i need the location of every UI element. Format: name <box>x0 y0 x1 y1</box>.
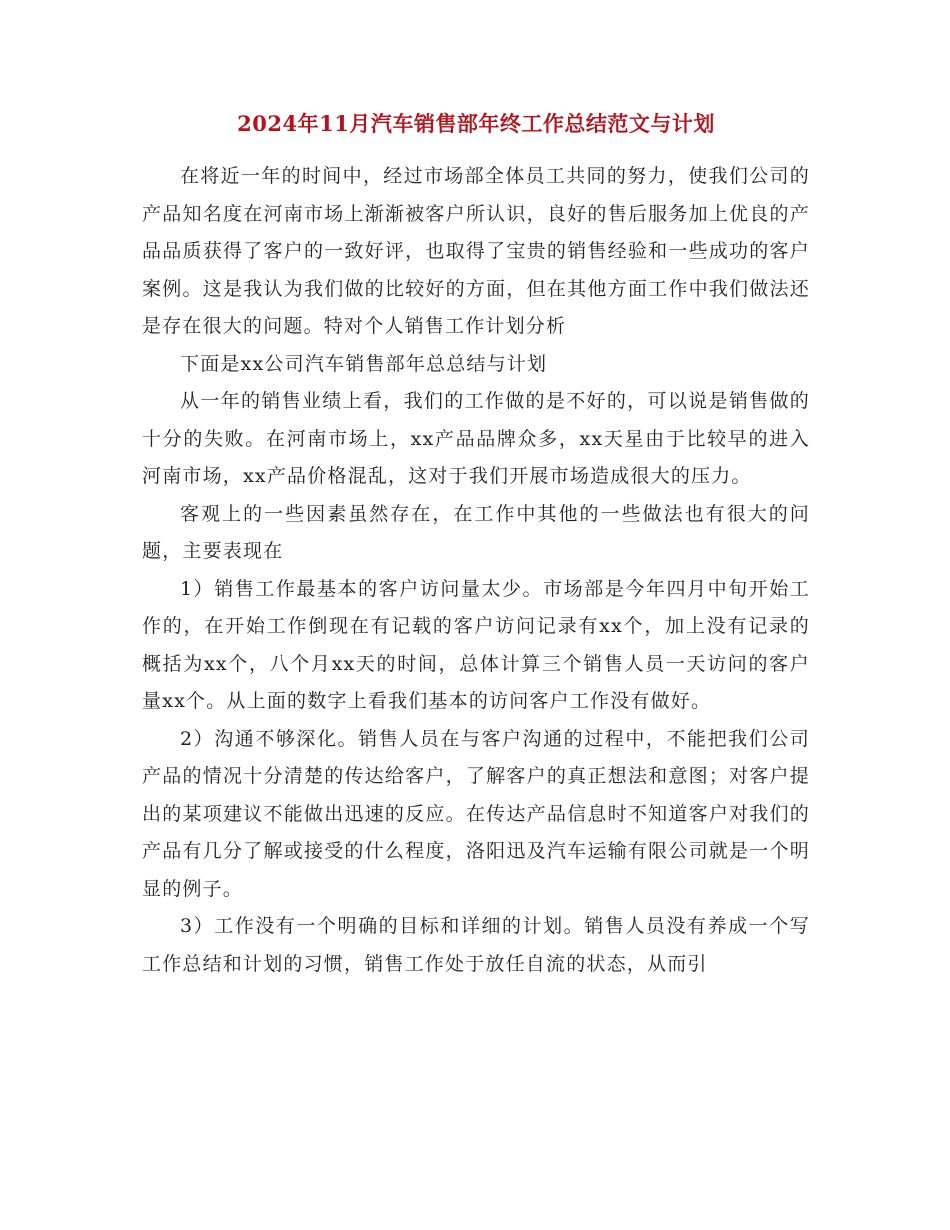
paragraph-problems-intro: 客观上的一些因素虽然存在，在工作中其他的一些做法也有很大的问题，主要表现在 <box>142 502 810 562</box>
document-title: 2024年11月汽车销售部年终工作总结范文与计划 <box>237 111 715 136</box>
paragraph-intro: 在将近一年的时间中，经过市场部全体员工共同的努力，使我们公司的产品知名度在河南市场上渐渐被客户所认识，良好的售后服务加上优良的产品品质获得了客户的一致好评，也取得了宝贵的销售经验和一些成功的客户案例。这是我认为我们做的比较好的方面，但在其他方面工作中我们做法还是存在很大的问题。特对个人销售工作计划分析 <box>142 165 810 337</box>
paragraph-subheading: 下面是xx公司汽车销售部年总总结与计划 <box>180 352 548 375</box>
paragraph-sales-performance: 从一年的销售业绩上看，我们的工作做的是不好的，可以说是销售做的十分的失败。在河南市场上，xx产品品牌众多，xx天星由于比较早的进入河南市场，xx产品价格混乱，这对于我们开展市场造成很大的压力。 <box>142 390 810 487</box>
paragraph-point-2: 2）沟通不够深化。销售人员在与客户沟通的过程中，不能把我们公司产品的情况十分清楚的传达给客户，了解客户的真正想法和意图；对客户提出的某项建议不能做出迅速的反应。在传达产品信息时不知道客户对我们的产品有几分了解或接受的什么程度，洛阳迅及汽车运输有限公司就是一个明显的例子。 <box>142 727 810 900</box>
document-page <box>142 108 810 983</box>
paragraph-point-1: 1）销售工作最基本的客户访问量太少。市场部是今年四月中旬开始工作的，在开始工作倒现在有记载的客户访问记录有xx个，加上没有记录的概括为xx个，八个月xx天的时间，总体计算三个销售人员一天访问的客户量xx个。从上面的数字上看我们基本的访问客户工作没有做好。 <box>142 577 810 712</box>
paragraph-point-3: 3）工作没有一个明确的目标和详细的计划。销售人员没有养成一个写工作总结和计划的习惯，销售工作处于放任自流的状态，从而引 <box>142 915 810 975</box>
